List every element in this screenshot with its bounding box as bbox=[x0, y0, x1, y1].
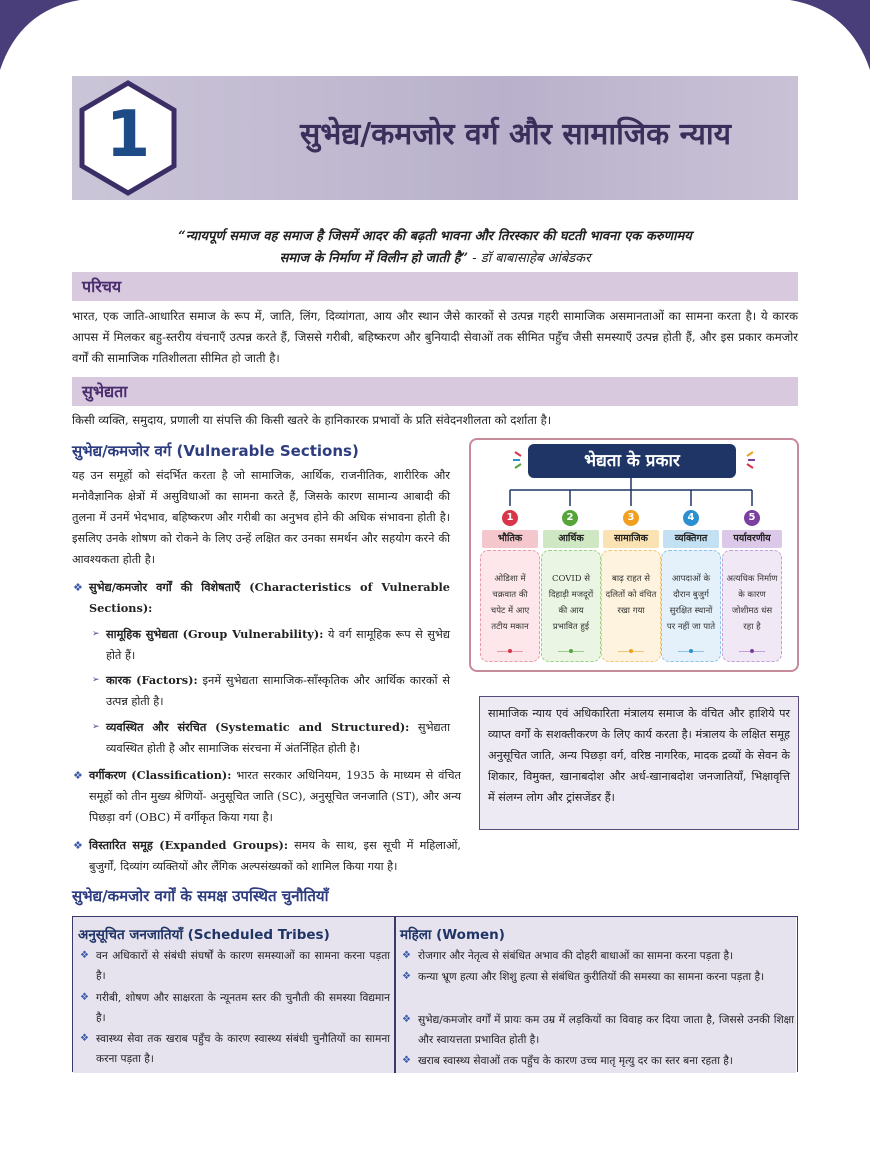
diamond-bullet-icon: ❖ bbox=[80, 950, 89, 961]
arrow-bullet-icon: ➢ bbox=[92, 675, 100, 685]
characteristic-item bbox=[92, 717, 450, 759]
classification-item bbox=[73, 765, 462, 828]
type-card bbox=[601, 550, 661, 662]
women-item-text: रोजगार और नेतृत्व से संबंधित अभाव की दोहरी बाधाओं का सामना करना पड़ता है। bbox=[418, 950, 734, 962]
characteristics-title-en: (Characteristics of Vulnerable Sections): bbox=[89, 580, 450, 615]
type-description: अत्यधिक निर्माण के कारण जोशीमठ धंस रहा है bbox=[726, 574, 778, 632]
women-item bbox=[402, 967, 794, 987]
intro-heading: परिचय bbox=[72, 272, 798, 301]
type-label: व्यक्तिगत bbox=[663, 530, 719, 548]
top-left-corner-decoration bbox=[0, 0, 80, 70]
type-number-badge: 4 bbox=[683, 510, 699, 526]
quote-line-2: समाज के निर्माण में विलीन हो जाती है” bbox=[279, 251, 469, 266]
card-dot-icon bbox=[689, 649, 693, 653]
vulnerable-sections-heading: सुभेद्य/कमजोर वर्ग (Vulnerable Sections) bbox=[72, 442, 359, 460]
chapter-number: 1 bbox=[105, 98, 151, 172]
type-description: COVID से दिहाड़ी मजदूरों की आय प्रभावित हुई bbox=[548, 574, 594, 632]
tribes-title: अनुसूचित जनजातियाँ (Scheduled Tribes) bbox=[78, 927, 330, 943]
type-label: भौतिक bbox=[482, 530, 538, 548]
women-item-text: सुभेद्य/कमजोर वर्गों में प्रायः कम उम्र में लड़कियों का विवाह कर दिया जाता है, जिससे उनकी शिक्षा और स्वायत्तता प्रभावित होती है। bbox=[418, 1014, 794, 1046]
infographic-title: भेद्यता के प्रकार bbox=[528, 444, 736, 478]
card-dot-icon bbox=[750, 649, 754, 653]
diamond-bullet-icon: ❖ bbox=[402, 971, 411, 982]
chapter-number-badge bbox=[78, 80, 178, 196]
expanded-groups-text: समय के साथ, इस सूची में महिलाओं, बुजुर्गों, दिव्यांग व्यक्तियों और लैंगिक अल्पसंख्यकों को शामिल किया गया है। bbox=[89, 839, 461, 873]
card-dot-icon bbox=[629, 649, 633, 653]
quote bbox=[110, 226, 760, 270]
tribes-item-text: वन अधिकारों से संबंधी संघर्षों के कारण समस्याओं का सामना करना पड़ता है। bbox=[96, 950, 390, 982]
card-dot-icon bbox=[508, 649, 512, 653]
type-number-badge: 5 bbox=[744, 510, 760, 526]
type-label: सामाजिक bbox=[603, 530, 659, 548]
classification-term: वर्गीकरण (Classification): bbox=[89, 768, 232, 782]
type-number-badge: 3 bbox=[623, 510, 639, 526]
women-item bbox=[402, 1010, 794, 1050]
top-right-corner-decoration bbox=[790, 0, 870, 70]
tribes-item-text: गरीबी, शोषण और साक्षरता के न्यूनतम स्तर की चुनौती की समस्या विद्यमान है। bbox=[96, 992, 390, 1024]
characteristic-text: इनमें सुभेद्यता सामाजिक-साँस्कृतिक और आर्थिक कारकों से उत्पन्न होती है। bbox=[106, 674, 451, 708]
vulnerability-text: किसी व्यक्ति, समुदाय, प्रणाली या संपत्ति की किसी खतरे के हानिकारक प्रभावों के प्रति संवेदनशीलता को दर्शाता है। bbox=[72, 413, 552, 427]
type-card bbox=[722, 550, 782, 662]
tribes-item bbox=[80, 988, 390, 1028]
diamond-bullet-icon: ❖ bbox=[80, 1033, 89, 1044]
ministry-info-box: सामाजिक न्याय एवं अधिकारिता मंत्रालय समाज के वंचित और हाशिये पर व्याप्त वर्गों के सशक्तीकरण के लिए कार्य करता है। मंत्रालय के लक्षित समूह अनुसूचित जाति, अन्य पिछड़ा वर्ग, वरिष्ठ नागरिक, मादक द्रव्यों के सेवन के शिकार, विमुक्त, खानाबदोश और अर्ध-खानाबदोश जनजातियाँ, भिक्षावृत्ति में संलग्न लोग और ट्रांसजेंडर हैं। bbox=[479, 696, 799, 830]
women-title: महिला (Women) bbox=[400, 927, 505, 943]
expanded-groups-item bbox=[73, 835, 461, 877]
characteristic-item bbox=[92, 670, 451, 712]
diamond-bullet-icon: ❖ bbox=[80, 992, 89, 1003]
column-divider bbox=[394, 917, 396, 1073]
type-description: ओडिशा में चक्रवात की चपेट में आए तटीय मकान bbox=[490, 574, 530, 632]
characteristic-term: कारक (Factors): bbox=[106, 673, 198, 687]
diamond-bullet-icon: ❖ bbox=[402, 1055, 411, 1066]
arrow-bullet-icon: ➢ bbox=[92, 629, 100, 639]
vulnerability-heading: सुभेद्यता bbox=[72, 377, 798, 406]
characteristic-term: व्यवस्थित और संरचित (Systematic and Structured): bbox=[106, 720, 410, 734]
vulnerable-sections-text: यह उन समूहों को संदर्भित करता है जो सामाजिक, आर्थिक, राजनीतिक, शारीरिक और मनोवैज्ञानिक क्षेत्रों में असुविधाओं का सामना करते हैं, जिसके कारण सामान्य आबादी की तुलना में उनमें भेदभाव, बहिष्करण और गरीबी का अनुभव होने की अधिक संभावना होती है। इसलिए उनके शोषण को रोकने के लिए उन्हें लक्षित कर उनका समर्थन और सहयोग करने की आवश्यकता होती है। bbox=[72, 469, 450, 566]
diamond-bullet-icon: ❖ bbox=[402, 1014, 411, 1025]
card-dot-icon bbox=[569, 649, 573, 653]
quote-author: - डॉ बाबासाहेब आंबेडकर bbox=[468, 251, 591, 266]
chapter-title: सुभेद्य/कमजोर वर्ग और सामाजिक न्याय bbox=[300, 117, 732, 152]
characteristic-item bbox=[92, 624, 450, 666]
characteristics-title: सुभेद्य/कमजोर वर्गों की विशेषताएँ bbox=[89, 580, 241, 594]
quote-line-1: “न्यायपूर्ण समाज वह समाज है जिसमें आदर की बढ़ती भावना और तिरस्कार की घटती भावना एक करुणामय bbox=[178, 229, 692, 244]
characteristic-term: सामूहिक सुभेद्यता (Group Vulnerability): bbox=[106, 627, 324, 641]
classification-text: भारत सरकार अधिनियम, 1935 के माध्यम से वंचित समूहों को तीन मुख्य श्रेणियों- अनुसूचित जाति (SC), अनुसूचित जनजाति (ST), और अन्य पिछड़ा वर्ग (OBC) में वर्गीकृत किया गया है। bbox=[89, 769, 462, 824]
women-item-text: कन्या भ्रूण हत्या और शिशु हत्या से संबंधित कुरीतियों की समस्या का सामना करना पड़ता है। bbox=[418, 971, 765, 983]
tribes-item bbox=[80, 946, 390, 986]
characteristic-text: सुभेद्यता व्यवस्थित होती है और सामाजिक संरचना में अंतर्निहित होती है। bbox=[106, 721, 450, 755]
diamond-bullet-icon: ❖ bbox=[402, 950, 411, 961]
women-item-text: खराब स्वास्थ्य सेवाओं तक पहुँच के कारण उच्च मातृ मृत्यु दर का स्तर बना रहता है। bbox=[418, 1055, 733, 1067]
type-number-badge: 1 bbox=[502, 510, 518, 526]
type-description: बाढ़ राहत से दलितों को वंचित रखा गया bbox=[605, 574, 657, 616]
type-card bbox=[541, 550, 601, 662]
women-item bbox=[402, 1051, 794, 1071]
diamond-bullet-icon: ❖ bbox=[73, 581, 83, 594]
type-number-badge: 2 bbox=[562, 510, 578, 526]
diamond-bullet-icon: ❖ bbox=[73, 769, 83, 782]
expanded-groups-term: विस्तारित समूह (Expanded Groups): bbox=[89, 838, 288, 852]
quote-line-2-wrap bbox=[110, 248, 760, 270]
challenges-heading: सुभेद्य/कमजोर वर्गों के समक्ष उपस्थित चुनौतियाँ bbox=[72, 887, 329, 905]
type-card bbox=[661, 550, 721, 662]
women-item bbox=[402, 946, 794, 966]
type-description: आपदाओं के दौरान बुजुर्ग सुरक्षित स्थानों पर नहीं जा पाते bbox=[666, 574, 716, 632]
characteristics-item bbox=[73, 577, 450, 619]
type-label: पर्यावरणीय bbox=[722, 530, 782, 548]
characteristic-text: ये वर्ग सामूहिक रूप से सुभेद्य होते हैं। bbox=[106, 628, 450, 662]
arrow-bullet-icon: ➢ bbox=[92, 722, 100, 732]
tribes-item bbox=[80, 1029, 390, 1069]
type-label: आर्थिक bbox=[543, 530, 599, 548]
diamond-bullet-icon: ❖ bbox=[73, 839, 83, 852]
tribes-item-text: स्वास्थ्य सेवा तक खराब पहुँच के कारण स्वास्थ्य संबंधी चुनौतियों का सामना करना पड़ता है। bbox=[96, 1033, 390, 1065]
intro-text: भारत, एक जाति-आधारित समाज के रूप में, जाति, लिंग, दिव्यांगता, आय और स्थान जैसे कारकों से उत्पन्न गहरी सामाजिक असमानताओं का सामना करता है। ये कारक आपस में मिलकर बहु-स्तरीय वंचनाएँ उत्पन्न करते हैं, जिससे गरीबी, बहिष्करण और बुनियादी सेवाओं तक सीमित पहुँच जैसी समस्याएँ उत्पन्न होती हैं, और इस प्रकार कमजोर वर्गों की सामाजिक गतिशीलता सीमित हो जाती है। bbox=[72, 309, 798, 365]
type-card bbox=[480, 550, 540, 662]
